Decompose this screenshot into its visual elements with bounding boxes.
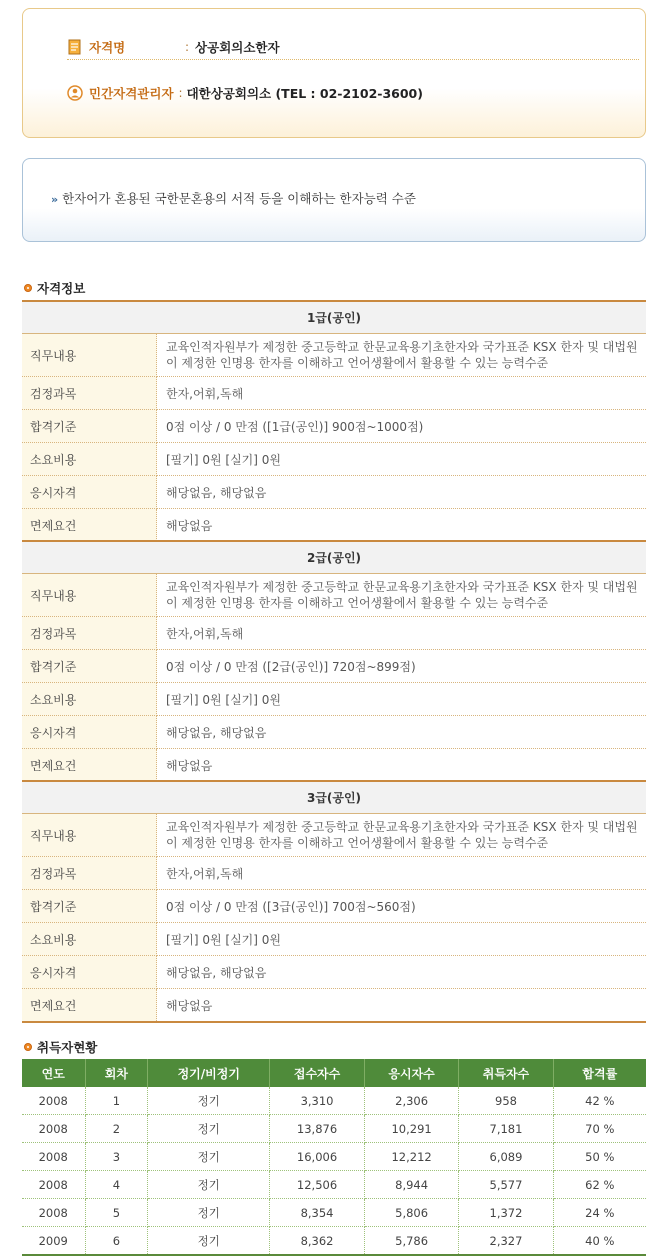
grade-table [22, 780, 646, 1023]
column-header-pass-rate: 합격률 [553, 1059, 646, 1087]
row-label-subjects: 검정과목 [22, 617, 157, 650]
row-label-job: 직무내용 [22, 334, 157, 377]
cell-year: 2009 [22, 1227, 85, 1256]
cost: [필기] 0원 [실기] 0원 [157, 923, 647, 956]
exemption: 해당없음 [166, 518, 213, 533]
cell-examinees: 10,291 [364, 1115, 459, 1143]
row-label-eligibility: 응시자격 [22, 956, 157, 989]
column-header-examinees: 응시자수 [364, 1059, 459, 1087]
column-header-round: 회차 [85, 1059, 148, 1087]
cell-acquirers: 5,577 [459, 1171, 553, 1199]
row-label-job: 직무내용 [22, 574, 157, 617]
eligibility: 해당없음, 해당없음 [157, 476, 647, 509]
table-row [22, 1199, 646, 1227]
row-label-cost: 소요비용 [22, 923, 157, 956]
row-label-job: 직무내용 [22, 814, 157, 857]
cell-pass-rate: 42 % [553, 1087, 646, 1115]
table-row [22, 1171, 646, 1199]
cell-pass-rate: 62 % [553, 1171, 646, 1199]
eligibility: 해당없음, 해당없음 [157, 956, 647, 989]
qualification-name-value: 상공회의소한자 [195, 40, 280, 55]
column-header-year: 연도 [22, 1059, 85, 1087]
cell-round: 1 [85, 1087, 148, 1115]
subjects: 한자,어휘,독해 [157, 857, 647, 890]
row-label-exemption: 면제요건 [22, 749, 157, 783]
orange-dot-icon [24, 1043, 32, 1051]
cell-year: 2008 [22, 1143, 85, 1171]
row-label-criteria: 합격기준 [22, 410, 157, 443]
description-box [22, 158, 646, 242]
cost: [필기] 0원 [실기] 0원 [157, 443, 647, 476]
table-header-row [22, 1059, 646, 1087]
cell-round: 5 [85, 1199, 148, 1227]
cell-pass-rate: 24 % [553, 1199, 646, 1227]
row-label-eligibility: 응시자격 [22, 476, 157, 509]
cell-year: 2008 [22, 1171, 85, 1199]
cell-acquirers: 7,181 [459, 1115, 553, 1143]
grade-table [22, 540, 646, 783]
bullet-icon: » [51, 193, 59, 206]
row-label-eligibility: 응시자격 [22, 716, 157, 749]
column-header-type: 정기/비정기 [148, 1059, 270, 1087]
separator: : [178, 86, 183, 100]
cell-applicants: 16,006 [270, 1143, 365, 1171]
table-row [22, 1227, 646, 1256]
cell-acquirers: 1,372 [459, 1199, 553, 1227]
pass-criteria: 0점 이상 / 0 만점 ([2급(공인)] 720점~899점) [157, 650, 647, 683]
cell-type: 정기 [148, 1227, 270, 1256]
subjects: 한자,어휘,독해 [157, 377, 647, 410]
exemption: 해당없음 [166, 758, 213, 773]
cell-examinees: 8,944 [364, 1171, 459, 1199]
section-title-text: 자격정보 [37, 281, 86, 296]
dotted-divider [67, 59, 639, 60]
grade-table [22, 300, 646, 543]
cell-pass-rate: 50 % [553, 1143, 646, 1171]
cell-acquirers: 2,327 [459, 1227, 553, 1256]
person-circle-icon [67, 85, 83, 101]
cell-type: 정기 [148, 1199, 270, 1227]
table-row [22, 1143, 646, 1171]
separator: : [185, 40, 190, 54]
section-title-qualification-info [24, 279, 85, 297]
manager-label: 민간자격관리자 [89, 86, 174, 101]
cell-examinees: 2,306 [364, 1087, 459, 1115]
cell-type: 정기 [148, 1115, 270, 1143]
row-label-cost: 소요비용 [22, 443, 157, 476]
section-title-text: 취득자현황 [37, 1040, 98, 1055]
exemption: 해당없음 [166, 998, 213, 1013]
cell-round: 3 [85, 1143, 148, 1171]
cell-applicants: 8,354 [270, 1199, 365, 1227]
cost: [필기] 0원 [실기] 0원 [157, 683, 647, 716]
cell-examinees: 5,786 [364, 1227, 459, 1256]
cell-type: 정기 [148, 1087, 270, 1115]
cell-round: 2 [85, 1115, 148, 1143]
pass-criteria: 0점 이상 / 0 만점 ([3급(공인)] 700점~560점) [157, 890, 647, 923]
subjects: 한자,어휘,독해 [157, 617, 647, 650]
cell-acquirers: 6,089 [459, 1143, 553, 1171]
cell-round: 6 [85, 1227, 148, 1256]
job-description: 교육인적자원부가 제정한 중고등학교 한문교육용기초한자와 국가표준 KSX 한자 및 대법원 이 제정한 인명용 한자를 이해하고 언어생활에서 활용할 수 있는 능력수준 [157, 334, 647, 377]
manager-value: 대한상공회의소 (TEL : 02-2102-3600) [186, 86, 423, 101]
row-label-exemption: 면제요건 [22, 509, 157, 543]
cell-type: 정기 [148, 1171, 270, 1199]
row-label-exemption: 면제요건 [22, 989, 157, 1023]
eligibility: 해당없음, 해당없음 [157, 716, 647, 749]
cell-applicants: 8,362 [270, 1227, 365, 1256]
grade-name: 3급(공인) [22, 781, 646, 814]
description-text: 한자어가 혼용된 국한문혼용의 서적 등을 이해하는 한자능력 수준 [62, 191, 416, 206]
manager-row [67, 83, 423, 103]
column-header-applicants: 접수자수 [270, 1059, 365, 1087]
cell-pass-rate: 70 % [553, 1115, 646, 1143]
pass-criteria: 0점 이상 / 0 만점 ([1급(공인)] 900점~1000점) [157, 410, 647, 443]
cell-applicants: 12,506 [270, 1171, 365, 1199]
cell-applicants: 3,310 [270, 1087, 365, 1115]
cell-year: 2008 [22, 1087, 85, 1115]
grade-name: 1급(공인) [22, 301, 646, 334]
qualification-name-row [67, 37, 280, 57]
cell-year: 2008 [22, 1199, 85, 1227]
cell-acquirers: 958 [459, 1087, 553, 1115]
table-row [22, 1115, 646, 1143]
job-description: 교육인적자원부가 제정한 중고등학교 한문교육용기초한자와 국가표준 KSX 한자 및 대법원 이 제정한 인명용 한자를 이해하고 언어생활에서 활용할 수 있는 능력수준 [157, 814, 647, 857]
cell-round: 4 [85, 1171, 148, 1199]
row-label-subjects: 검정과목 [22, 377, 157, 410]
qualification-name-label: 자격명 [89, 40, 126, 55]
table-row [22, 1087, 646, 1115]
cell-examinees: 5,806 [364, 1199, 459, 1227]
cell-examinees: 12,212 [364, 1143, 459, 1171]
orange-dot-icon [24, 284, 32, 292]
qualification-header-box [22, 8, 646, 138]
job-description: 교육인적자원부가 제정한 중고등학교 한문교육용기초한자와 국가표준 KSX 한자 및 대법원 이 제정한 인명용 한자를 이해하고 언어생활에서 활용할 수 있는 능력수준 [157, 574, 647, 617]
document-icon [67, 39, 83, 55]
acquisition-stats-table [22, 1059, 646, 1256]
section-title-acquisition [24, 1038, 97, 1056]
column-header-acquirers: 취득자수 [459, 1059, 553, 1087]
cell-pass-rate: 40 % [553, 1227, 646, 1256]
description [51, 189, 416, 207]
cell-applicants: 13,876 [270, 1115, 365, 1143]
row-label-subjects: 검정과목 [22, 857, 157, 890]
row-label-cost: 소요비용 [22, 683, 157, 716]
cell-type: 정기 [148, 1143, 270, 1171]
row-label-criteria: 합격기준 [22, 890, 157, 923]
grade-name: 2급(공인) [22, 541, 646, 574]
row-label-criteria: 합격기준 [22, 650, 157, 683]
cell-year: 2008 [22, 1115, 85, 1143]
